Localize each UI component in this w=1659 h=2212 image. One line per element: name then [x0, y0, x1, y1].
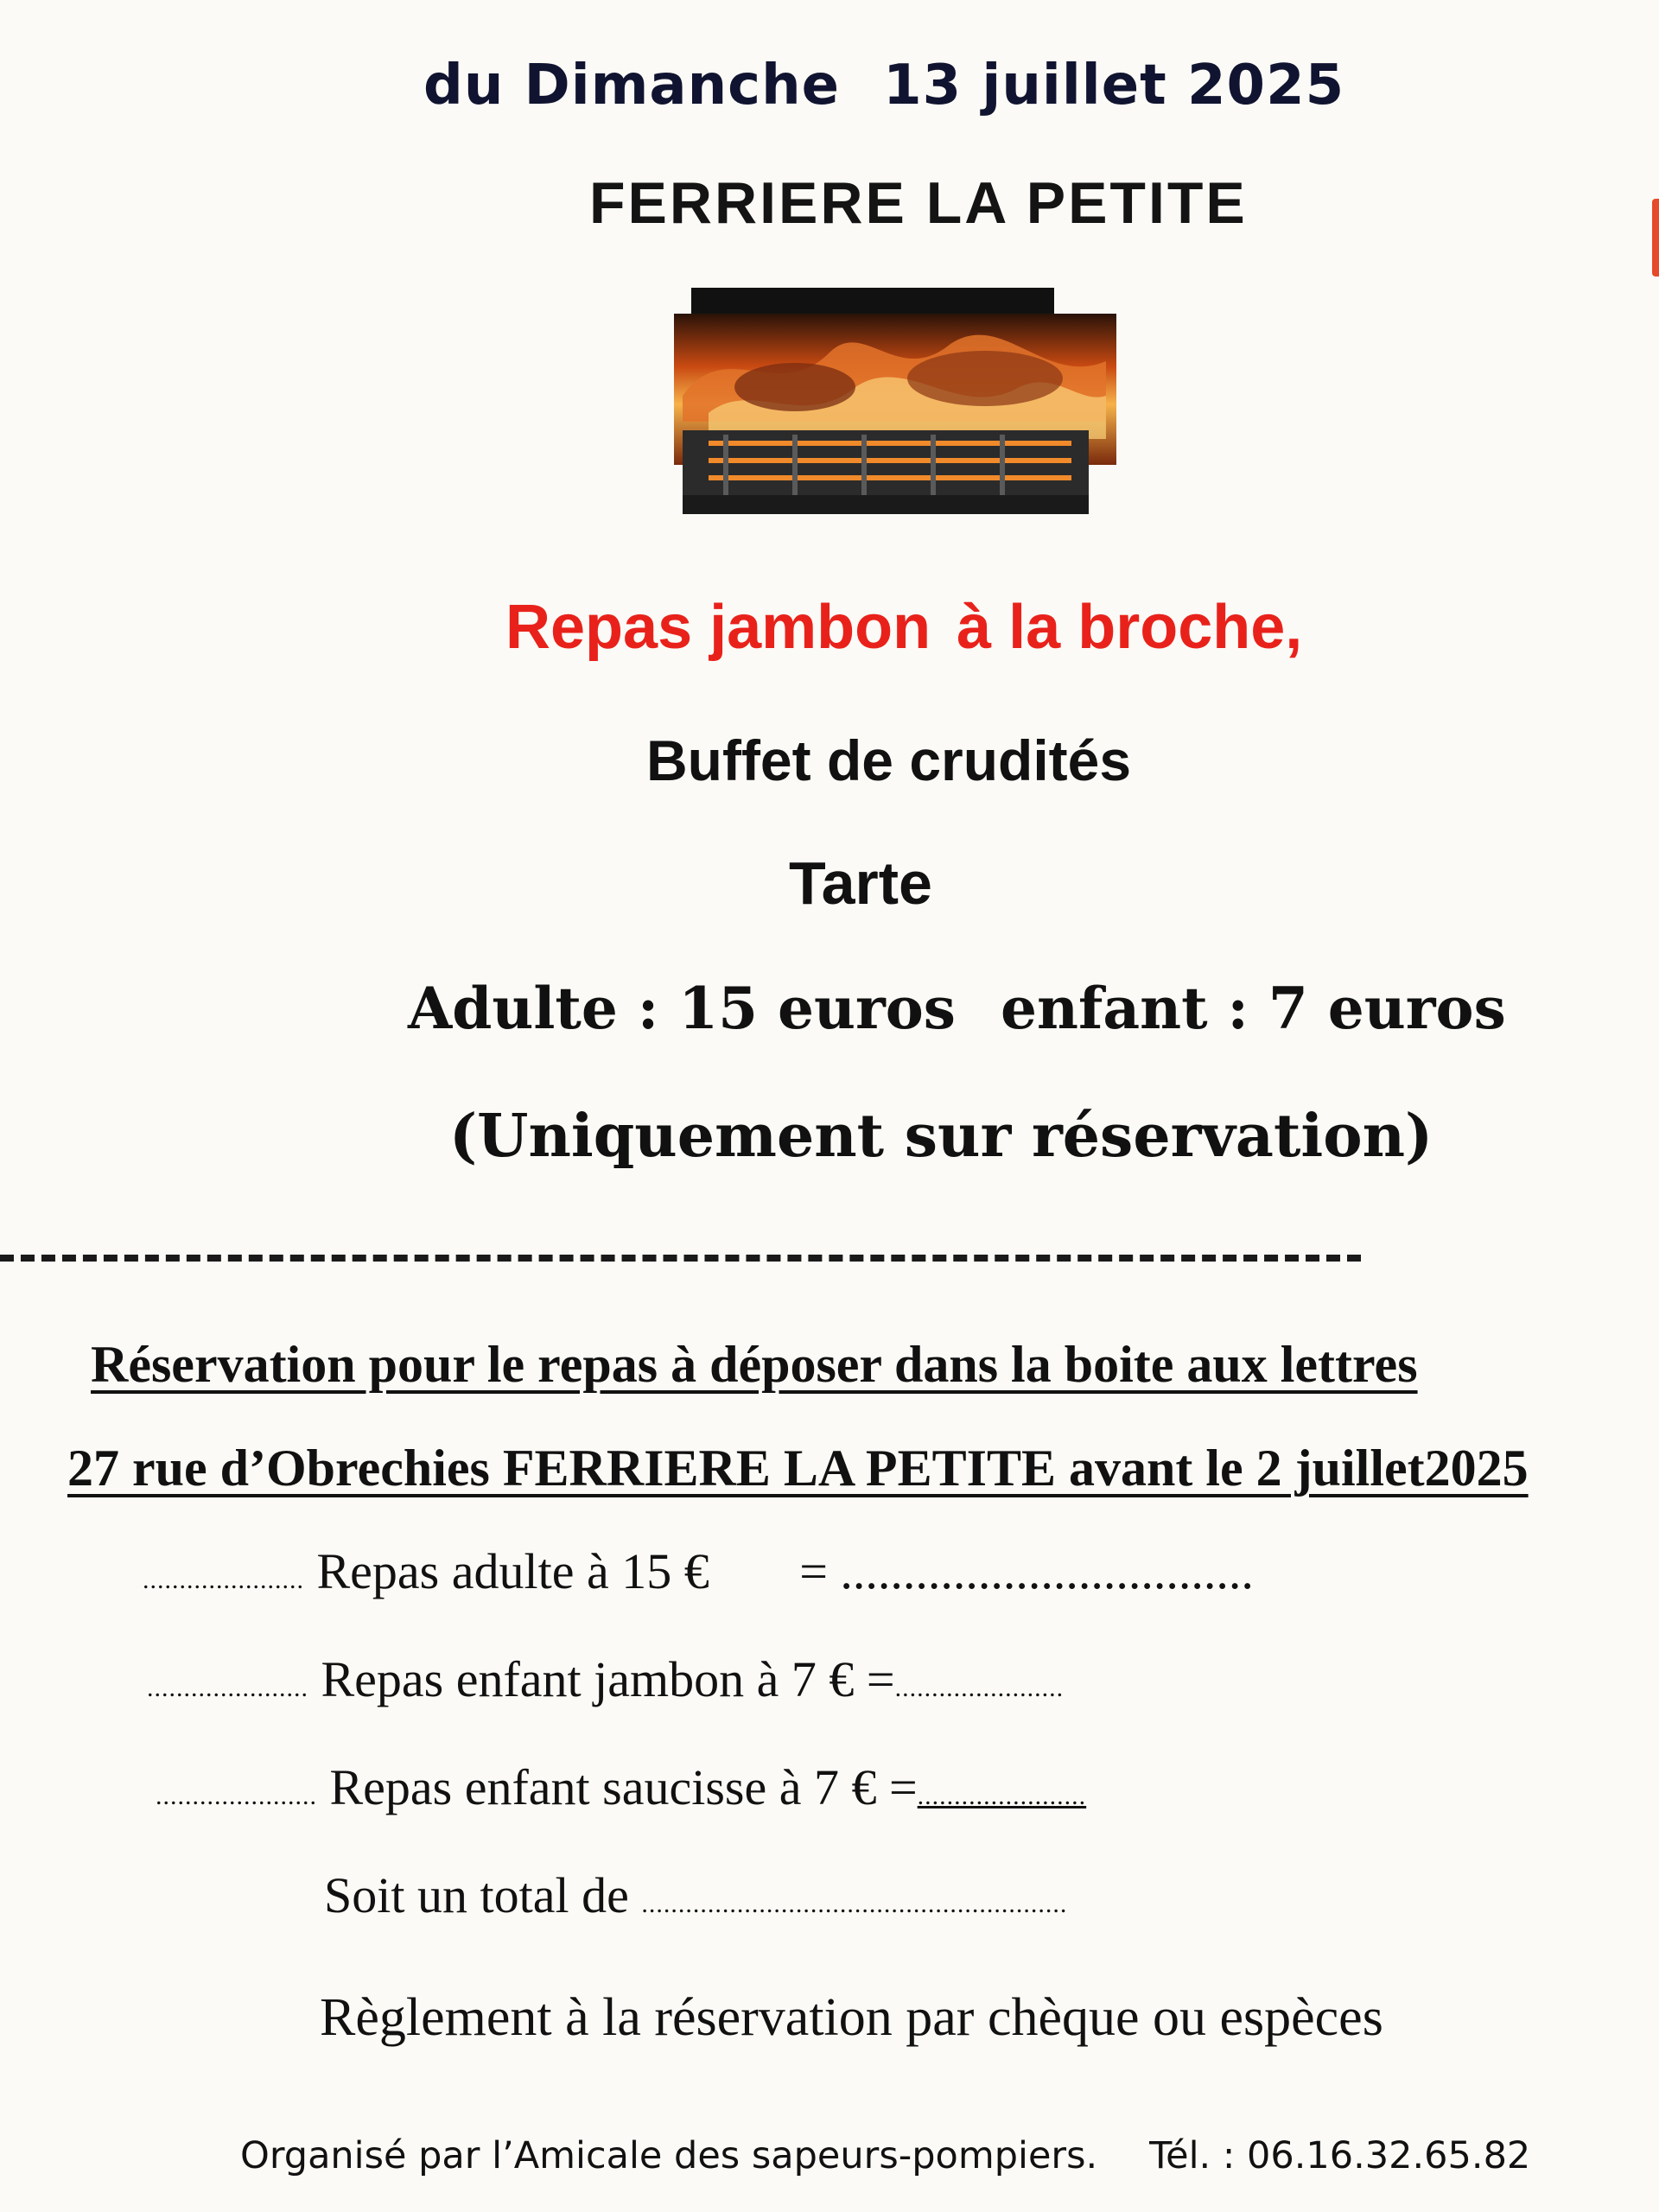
form-row-child-sausage — [156, 1758, 1086, 1816]
child-price: enfant : 7 euros — [1000, 975, 1506, 1042]
form-row-child-ham — [147, 1650, 1064, 1708]
payment-note: Règlement à la réservation par chèque ou espèces — [320, 1988, 1383, 2047]
form-row-total — [324, 1866, 1067, 1924]
total-blank[interactable]: .......................................................... — [641, 1890, 1068, 1918]
reservation-address: 27 rue d’Obrechies FERRIERE LA PETITE avant le 2 juillet2025 — [67, 1440, 1529, 1497]
quantity-blank[interactable]: ...................... — [143, 1566, 304, 1594]
organizer-text: Organisé par l’Amicale des sapeurs-pompiers. — [240, 2134, 1098, 2177]
menu-dessert: Tarte — [789, 849, 932, 917]
reservation-heading: Réservation pour le repas à déposer dans la boite aux lettres — [91, 1336, 1418, 1393]
event-date — [423, 54, 1344, 118]
edge-mark — [1652, 199, 1659, 276]
roast-grill-image — [674, 283, 1116, 517]
total-label: Soit un total de — [324, 1867, 629, 1923]
reservation-note: (Uniquement sur réservation) — [449, 1102, 1433, 1171]
footer — [240, 2134, 1530, 2177]
form-row-label: Repas enfant saucisse à 7 € = — [329, 1759, 918, 1815]
event-place: FERRIERE LA PETITE — [589, 170, 1248, 236]
menu-buffet: Buffet de crudités — [646, 728, 1132, 792]
cut-here-divider — [0, 1255, 1361, 1262]
quantity-blank[interactable]: ...................... — [156, 1782, 317, 1810]
form-row-adult — [143, 1542, 1254, 1600]
amount-blank[interactable]: = ................................. — [799, 1543, 1254, 1599]
menu-title-part2: à la broche, — [957, 593, 1303, 662]
menu-title-part1: Repas jambon — [505, 593, 931, 662]
quantity-blank[interactable]: ...................... — [147, 1674, 308, 1702]
phone-number: Tél. : 06.16.32.65.82 — [1149, 2134, 1531, 2177]
price-line — [408, 975, 1506, 1042]
date-prefix: du Dimanche — [423, 54, 841, 118]
menu-title — [505, 592, 1302, 663]
form-row-label: Repas adulte à 15 € — [316, 1543, 709, 1599]
amount-blank[interactable]: ....................... — [894, 1674, 1065, 1702]
adult-price: Adulte : 15 euros — [408, 975, 956, 1042]
amount-blank[interactable]: ....................... — [917, 1782, 1087, 1810]
form-row-label: Repas enfant jambon à 7 € = — [321, 1651, 895, 1707]
date-value: 13 juillet 2025 — [883, 54, 1345, 118]
